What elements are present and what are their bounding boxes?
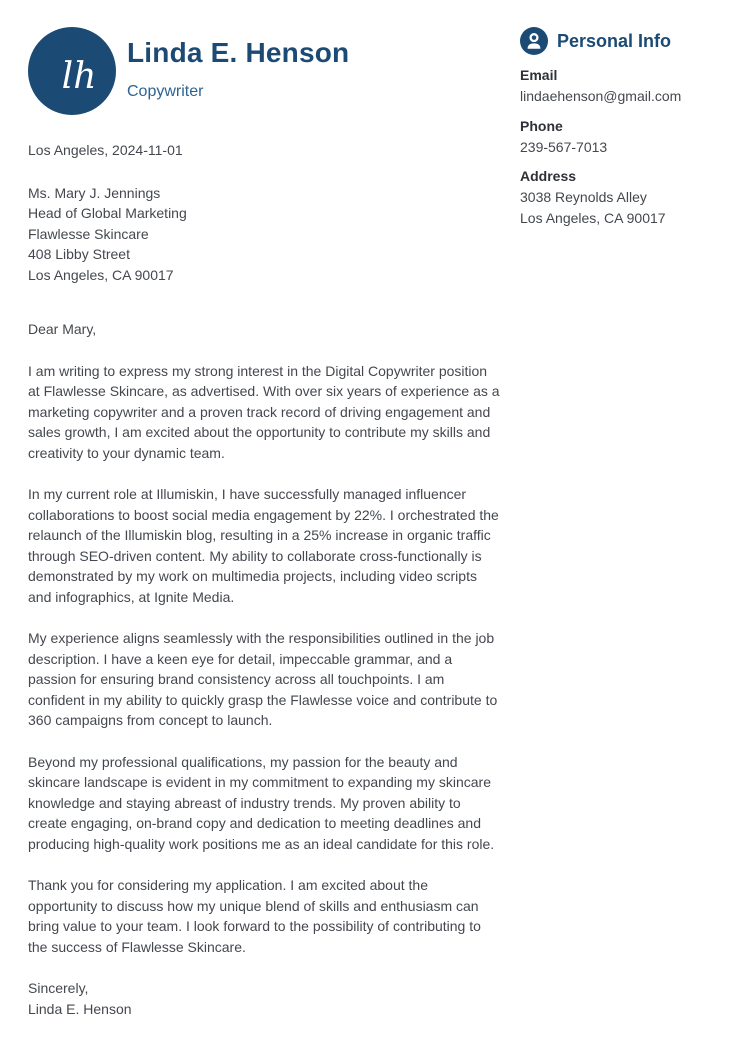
letter-paragraph: In my current role at Illumiskin, I have successfully managed influencer collaborations to boost social media engagement by 22%. I orchestrated the relaunch of the Illumiskin blog, resulting in a 25% increase in organic traffic through SEO-driven content. My ability to collaborate cross-functionally is demonstrated by my work on multimedia projects, including video scripts and infographics, at Ignite Media. (28, 486, 499, 605)
recipient-name: Ms. Mary J. Jennings (28, 184, 161, 201)
recipient-city: Los Angeles, CA 90017 (28, 266, 174, 283)
personal-info-email (520, 65, 722, 107)
phone-value: 239-567-7013 (520, 138, 608, 155)
recipient-role: Head of Global Marketing (28, 205, 187, 221)
letter-paragraph: My experience aligns seamlessly with the responsibilities outlined in the job description. I have a keen eye for detail, impeccable grammar, and a passion for ensuring brand consistency across all touchpoints. I am confident in my ability to quickly grasp the Flawlesse voice and contribute to 360 campaigns from concept to launch. (28, 630, 498, 728)
signature: Linda E. Henson (28, 1000, 132, 1017)
phone-label: Phone (520, 117, 563, 134)
recipient-company: Flawlesse Skincare (28, 225, 149, 242)
address-label: Address (520, 168, 577, 184)
letter-column (28, 27, 500, 1061)
job-title: Copywriter (127, 83, 204, 100)
document-header (28, 27, 500, 115)
person-circle-icon (520, 27, 548, 55)
name-block (127, 27, 349, 115)
email-value: lindaehenson@gmail.com (520, 88, 682, 104)
personal-info-sidebar (520, 27, 722, 1061)
personal-info-header (520, 27, 722, 55)
personal-info-title: Personal Info (557, 31, 672, 51)
letter-paragraph: Beyond my professional qualifications, my passion for the beauty and skincare landscape is evident in my commitment to expanding my skincare knowledge and staying abreast of industry trends. My proven ability to create engaging, on-brand copy and dedication to meeting deadlines and producing high-quality work positions me as an ideal candidate for this role. (28, 753, 495, 852)
address-city-value: Los Angeles, CA 90017 (520, 209, 666, 226)
letter-paragraph: I am writing to express my strong interest in the Digital Copywriter position at Flawlesse Skincare, as advertised. With over six years of experience as a marketing copywriter and a proven track record of driving engagement and sales growth, I am excited about the opportunity to contribute my skills and creativity to your dynamic team. (28, 362, 500, 461)
avatar-initials: lh (61, 56, 97, 98)
page-title: Linda E. Henson (127, 37, 350, 68)
recipient-block (28, 183, 500, 286)
address-street-value: 3038 Reynolds Alley (520, 189, 647, 205)
recipient-street: 408 Libby Street (28, 246, 130, 262)
date-line: Los Angeles, 2024-11-01 (28, 142, 183, 158)
letter-paragraph: Thank you for considering my application. I am excited about the opportunity to discuss how my unique blend of skills and enthusiasm can bring value to your team. I look forward to the possibility of contributing to the success of Flawlesse Skincare. (28, 877, 481, 955)
salutation: Dear Mary, (28, 321, 97, 337)
email-label: Email (520, 67, 558, 83)
personal-info-address (520, 166, 722, 228)
closing: Sincerely, (28, 980, 89, 996)
avatar (28, 27, 116, 115)
personal-info-phone (520, 116, 722, 158)
